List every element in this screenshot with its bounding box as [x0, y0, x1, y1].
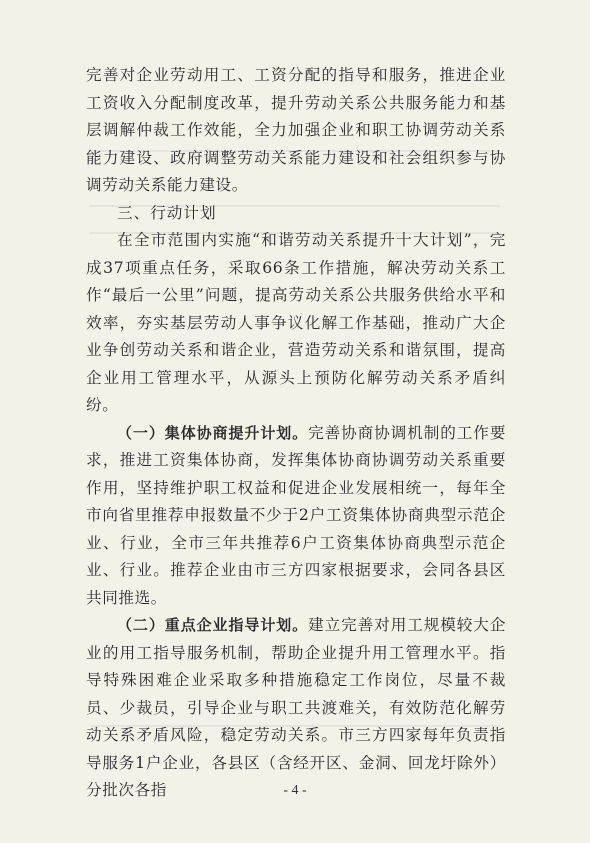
page-number: - 4 - [283, 783, 307, 798]
body-text [86, 62, 506, 805]
paragraph-item-2 [86, 612, 506, 805]
item-2-body: 建立完善对用工规模较大企业的用工指导服务机制，帮助企业提升用工管理水平。指导特殊困难企业采取多种措施稳定工作岗位，尽量不裁员、少裁员，引导企业与职工共渡难关，有效防范化解劳动关系矛盾风险，稳定劳动关系。市三方四家每年负责指导服务1户企业，各县区（含经开区、金洞、回龙圩除外）分批次各指 [86, 616, 507, 799]
item-1-body: 完善协商协调机制的工作要求，推进工资集体协商，发挥集体协商协调劳动关系重要作用，坚持维护职工权益和促进企业发展相统一，每年全市向省里推荐申报数量不少于2户工资集体协商典型示范企业、行业，全市三年共推荐6户工资集体协商典型示范企业、行业。推荐企业由市三方四家根据要求，会同各县区共同推选。 [86, 423, 507, 607]
paragraph-item-1 [86, 420, 506, 613]
paragraph-action-plan: 在全市范围内实施“和谐劳动关系提升十大计划”，完成37项重点任务，采取66条工作措施，解决劳动关系工作“最后一公里”问题，提高劳动关系公共服务供给水平和效率，夯实基层劳动人事争议化解工作基础，推动广大企业争创劳动关系和谐企业，营造劳动关系和谐氛围，提高企业用工管理水平，从源头上预防化解劳动关系矛盾纠纷。 [86, 231, 506, 414]
item-2-title: （二）重点企业指导计划。 [117, 616, 309, 634]
item-1-title: （一）集体协商提升计划。 [117, 423, 309, 442]
paragraph-intro-continuation: 完善对企业劳动用工、工资分配的指导和服务，推进企业工资收入分配制度改革，提升劳动关系公共服务能力和基层调解仲裁工作效能，全力加强企业和职工协调劳动关系能力建设、政府调整劳动关系能力建设和社会组织参与协调劳动关系能力建设。 [86, 66, 506, 194]
section-heading-action-plan: 三、行动计划 [117, 203, 217, 222]
